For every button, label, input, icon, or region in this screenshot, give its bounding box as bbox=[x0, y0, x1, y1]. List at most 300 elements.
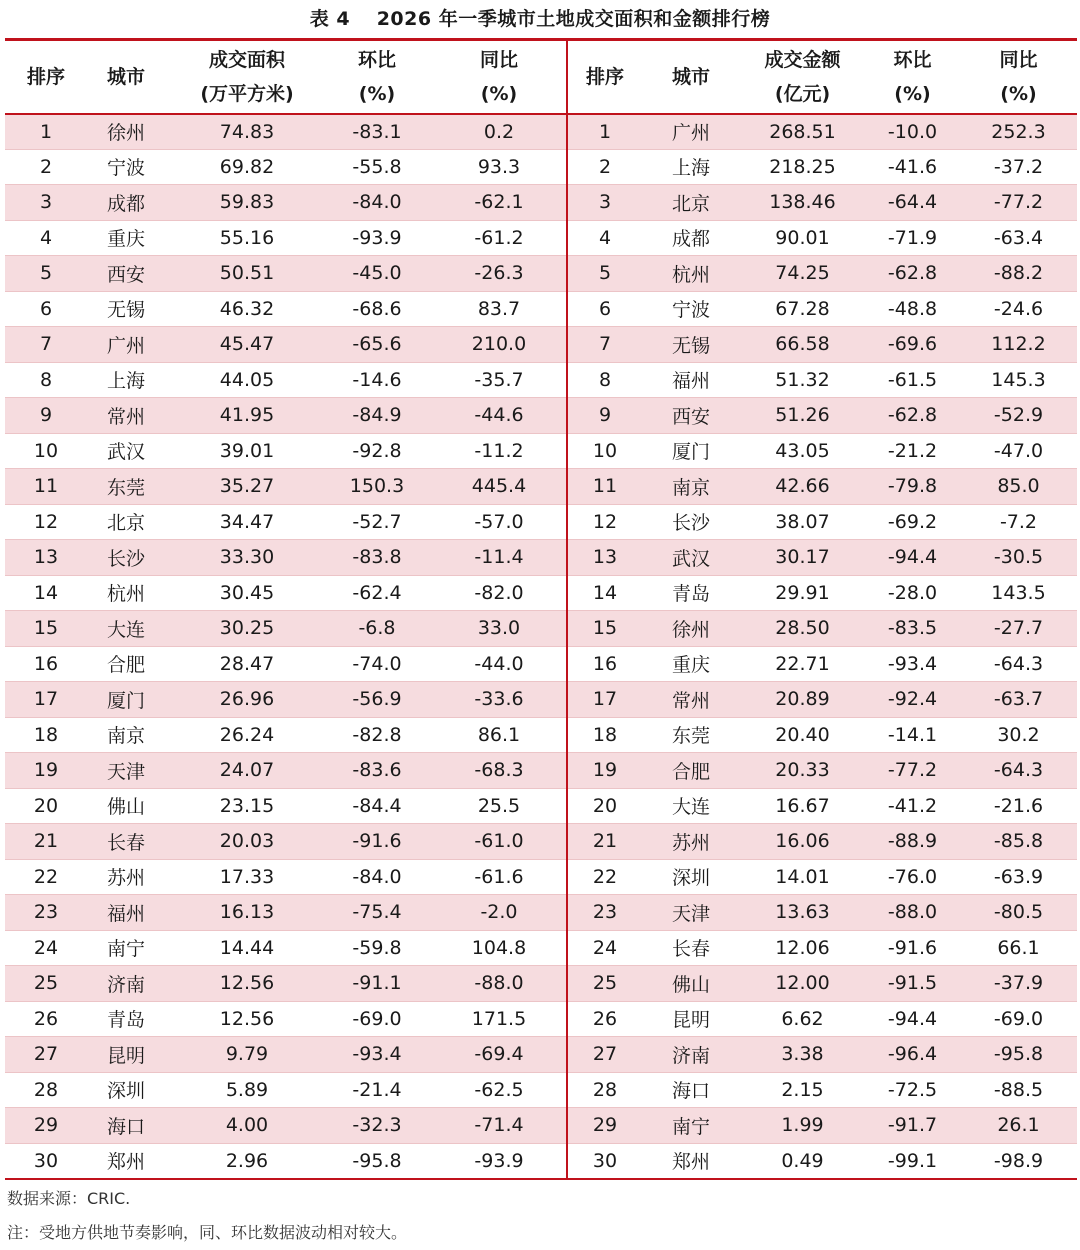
cell-city-left: 海口 bbox=[87, 1108, 172, 1144]
cell-amount-mom: -10.0 bbox=[865, 114, 960, 150]
cell-city-left: 常州 bbox=[87, 398, 172, 434]
cell-area-yoy: -44.6 bbox=[432, 398, 567, 434]
cell-city-left: 武汉 bbox=[87, 433, 172, 469]
cell-amount-mom: -83.5 bbox=[865, 611, 960, 647]
cell-city-left: 厦门 bbox=[87, 682, 172, 718]
table-row bbox=[5, 1001, 1077, 1037]
table-row bbox=[5, 930, 1077, 966]
cell-area-yoy: 445.4 bbox=[432, 469, 567, 505]
cell-area-yoy: -71.4 bbox=[432, 1108, 567, 1144]
cell-amount-yoy: -88.5 bbox=[960, 1072, 1077, 1108]
cell-amount: 268.51 bbox=[740, 114, 865, 150]
cell-amount-mom: -99.1 bbox=[865, 1143, 960, 1179]
cell-area: 23.15 bbox=[172, 788, 322, 824]
cell-area-yoy: -57.0 bbox=[432, 504, 567, 540]
cell-area-yoy: -61.0 bbox=[432, 824, 567, 860]
table-row bbox=[5, 256, 1077, 292]
cell-city-right: 无锡 bbox=[642, 327, 740, 363]
cell-area: 28.47 bbox=[172, 646, 322, 682]
cell-area: 45.47 bbox=[172, 327, 322, 363]
table-row bbox=[5, 753, 1077, 789]
cell-area-yoy: -61.2 bbox=[432, 220, 567, 256]
cell-amount: 12.00 bbox=[740, 966, 865, 1002]
cell-amount-mom: -93.4 bbox=[865, 646, 960, 682]
cell-rank-left: 14 bbox=[5, 575, 87, 611]
table-row bbox=[5, 895, 1077, 931]
cell-rank-left: 3 bbox=[5, 185, 87, 221]
cell-area-mom: -32.3 bbox=[322, 1108, 432, 1144]
header-amount bbox=[740, 40, 865, 114]
cell-area-yoy: -62.1 bbox=[432, 185, 567, 221]
cell-area-mom: 150.3 bbox=[322, 469, 432, 505]
cell-amount-yoy: -24.6 bbox=[960, 291, 1077, 327]
cell-amount: 22.71 bbox=[740, 646, 865, 682]
cell-rank-left: 17 bbox=[5, 682, 87, 718]
cell-area: 41.95 bbox=[172, 398, 322, 434]
cell-city-right: 南宁 bbox=[642, 1108, 740, 1144]
cell-amount: 218.25 bbox=[740, 149, 865, 185]
cell-city-left: 成都 bbox=[87, 185, 172, 221]
cell-area-yoy: -82.0 bbox=[432, 575, 567, 611]
cell-city-right: 深圳 bbox=[642, 859, 740, 895]
cell-city-right: 合肥 bbox=[642, 753, 740, 789]
cell-amount-mom: -48.8 bbox=[865, 291, 960, 327]
cell-area: 34.47 bbox=[172, 504, 322, 540]
cell-rank-left: 10 bbox=[5, 433, 87, 469]
cell-area-yoy: 93.3 bbox=[432, 149, 567, 185]
cell-amount: 12.06 bbox=[740, 930, 865, 966]
cell-rank-right: 1 bbox=[567, 114, 642, 150]
cell-rank-left: 1 bbox=[5, 114, 87, 150]
table-row bbox=[5, 327, 1077, 363]
cell-area: 14.44 bbox=[172, 930, 322, 966]
header-rank-right: 排序 bbox=[567, 40, 642, 114]
cell-area-mom: -84.0 bbox=[322, 185, 432, 221]
header-amount-line2: (亿元) bbox=[774, 82, 831, 105]
cell-rank-left: 29 bbox=[5, 1108, 87, 1144]
header-city-right: 城市 bbox=[671, 65, 710, 88]
cell-rank-left: 13 bbox=[5, 540, 87, 576]
table-row bbox=[5, 1037, 1077, 1073]
cell-amount-yoy: 145.3 bbox=[960, 362, 1077, 398]
cell-amount-yoy: -52.9 bbox=[960, 398, 1077, 434]
cell-area: 4.00 bbox=[172, 1108, 322, 1144]
cell-area-yoy: -88.0 bbox=[432, 966, 567, 1002]
cell-rank-left: 19 bbox=[5, 753, 87, 789]
cell-amount-yoy: -98.9 bbox=[960, 1143, 1077, 1179]
cell-area-mom: -83.1 bbox=[322, 114, 432, 150]
cell-area-yoy: 33.0 bbox=[432, 611, 567, 647]
cell-amount: 51.32 bbox=[740, 362, 865, 398]
cell-amount: 2.15 bbox=[740, 1072, 865, 1108]
cell-city-right: 徐州 bbox=[642, 611, 740, 647]
cell-rank-right: 11 bbox=[567, 469, 642, 505]
cell-amount-mom: -96.4 bbox=[865, 1037, 960, 1073]
cell-area-mom: -83.8 bbox=[322, 540, 432, 576]
cell-area-yoy: -44.0 bbox=[432, 646, 567, 682]
cell-amount-mom: -79.8 bbox=[865, 469, 960, 505]
table-row bbox=[5, 859, 1077, 895]
cell-area-mom: -52.7 bbox=[322, 504, 432, 540]
cell-rank-right: 3 bbox=[567, 185, 642, 221]
cell-amount-yoy: -95.8 bbox=[960, 1037, 1077, 1073]
cell-area-mom: -84.4 bbox=[322, 788, 432, 824]
cell-area: 69.82 bbox=[172, 149, 322, 185]
cell-city-right: 杭州 bbox=[642, 256, 740, 292]
cell-city-right: 成都 bbox=[642, 220, 740, 256]
header-yoy-left-line1: 同比 bbox=[479, 48, 518, 71]
cell-area-yoy: 210.0 bbox=[432, 327, 567, 363]
header-rank-left: 排序 bbox=[26, 65, 65, 88]
cell-area-mom: -91.1 bbox=[322, 966, 432, 1002]
header-city-left: 城市 bbox=[107, 65, 146, 88]
cell-area-mom: -84.9 bbox=[322, 398, 432, 434]
cell-rank-right: 12 bbox=[567, 504, 642, 540]
cell-rank-right: 28 bbox=[567, 1072, 642, 1108]
cell-amount-yoy: 85.0 bbox=[960, 469, 1077, 505]
cell-city-right: 宁波 bbox=[642, 291, 740, 327]
cell-rank-right: 25 bbox=[567, 966, 642, 1002]
cell-amount: 43.05 bbox=[740, 433, 865, 469]
cell-area-mom: -55.8 bbox=[322, 149, 432, 185]
cell-amount: 90.01 bbox=[740, 220, 865, 256]
cell-rank-right: 20 bbox=[567, 788, 642, 824]
cell-area-yoy: 86.1 bbox=[432, 717, 567, 753]
cell-amount-mom: -69.6 bbox=[865, 327, 960, 363]
cell-area: 55.16 bbox=[172, 220, 322, 256]
cell-area-mom: -45.0 bbox=[322, 256, 432, 292]
cell-amount-mom: -91.6 bbox=[865, 930, 960, 966]
cell-amount-mom: -94.4 bbox=[865, 540, 960, 576]
cell-area: 35.27 bbox=[172, 469, 322, 505]
cell-city-left: 郑州 bbox=[87, 1143, 172, 1179]
cell-area-yoy: -11.2 bbox=[432, 433, 567, 469]
cell-amount: 28.50 bbox=[740, 611, 865, 647]
header-row bbox=[5, 40, 1077, 114]
cell-city-left: 上海 bbox=[87, 362, 172, 398]
cell-rank-left: 6 bbox=[5, 291, 87, 327]
cell-amount-mom: -76.0 bbox=[865, 859, 960, 895]
cell-amount: 3.38 bbox=[740, 1037, 865, 1073]
cell-area: 30.25 bbox=[172, 611, 322, 647]
cell-amount-mom: -62.8 bbox=[865, 256, 960, 292]
cell-amount: 29.91 bbox=[740, 575, 865, 611]
cell-area: 9.79 bbox=[172, 1037, 322, 1073]
cell-area-yoy: -93.9 bbox=[432, 1143, 567, 1179]
cell-area-yoy: 0.2 bbox=[432, 114, 567, 150]
cell-city-left: 青岛 bbox=[87, 1001, 172, 1037]
cell-area-yoy: -33.6 bbox=[432, 682, 567, 718]
header-area bbox=[172, 40, 322, 114]
table-row bbox=[5, 469, 1077, 505]
cell-area: 26.96 bbox=[172, 682, 322, 718]
cell-area-yoy: 171.5 bbox=[432, 1001, 567, 1037]
cell-amount-yoy: -63.7 bbox=[960, 682, 1077, 718]
table-row bbox=[5, 362, 1077, 398]
cell-city-left: 昆明 bbox=[87, 1037, 172, 1073]
cell-area: 39.01 bbox=[172, 433, 322, 469]
cell-area: 50.51 bbox=[172, 256, 322, 292]
cell-area: 44.05 bbox=[172, 362, 322, 398]
cell-amount-yoy: -21.6 bbox=[960, 788, 1077, 824]
cell-amount-mom: -14.1 bbox=[865, 717, 960, 753]
cell-amount: 67.28 bbox=[740, 291, 865, 327]
header-mom-left-line2: (%) bbox=[358, 82, 396, 105]
table-row bbox=[5, 433, 1077, 469]
cell-rank-left: 9 bbox=[5, 398, 87, 434]
cell-rank-left: 27 bbox=[5, 1037, 87, 1073]
cell-amount-mom: -69.2 bbox=[865, 504, 960, 540]
table-row bbox=[5, 646, 1077, 682]
cell-rank-left: 4 bbox=[5, 220, 87, 256]
cell-amount: 74.25 bbox=[740, 256, 865, 292]
cell-area: 26.24 bbox=[172, 717, 322, 753]
table-row bbox=[5, 220, 1077, 256]
table-row bbox=[5, 114, 1077, 150]
cell-city-left: 杭州 bbox=[87, 575, 172, 611]
cell-city-right: 天津 bbox=[642, 895, 740, 931]
cell-amount-yoy: -7.2 bbox=[960, 504, 1077, 540]
cell-area: 2.96 bbox=[172, 1143, 322, 1179]
cell-rank-right: 18 bbox=[567, 717, 642, 753]
cell-amount-mom: -61.5 bbox=[865, 362, 960, 398]
cell-city-right: 武汉 bbox=[642, 540, 740, 576]
cell-city-right: 东莞 bbox=[642, 717, 740, 753]
cell-city-right: 重庆 bbox=[642, 646, 740, 682]
cell-amount-mom: -21.2 bbox=[865, 433, 960, 469]
cell-rank-left: 30 bbox=[5, 1143, 87, 1179]
cell-rank-left: 16 bbox=[5, 646, 87, 682]
cell-amount-yoy: -63.9 bbox=[960, 859, 1077, 895]
cell-amount-mom: -72.5 bbox=[865, 1072, 960, 1108]
cell-amount: 16.67 bbox=[740, 788, 865, 824]
cell-amount-mom: -41.2 bbox=[865, 788, 960, 824]
cell-amount-yoy: 26.1 bbox=[960, 1108, 1077, 1144]
header-mom-right-line1: 环比 bbox=[893, 48, 932, 71]
cell-city-right: 苏州 bbox=[642, 824, 740, 860]
cell-area-yoy: -61.6 bbox=[432, 859, 567, 895]
cell-amount-yoy: -64.3 bbox=[960, 753, 1077, 789]
cell-rank-left: 26 bbox=[5, 1001, 87, 1037]
cell-amount-mom: -91.5 bbox=[865, 966, 960, 1002]
table-body bbox=[5, 114, 1077, 1179]
cell-amount-mom: -94.4 bbox=[865, 1001, 960, 1037]
cell-rank-left: 8 bbox=[5, 362, 87, 398]
table-row bbox=[5, 398, 1077, 434]
cell-area-mom: -59.8 bbox=[322, 930, 432, 966]
cell-amount-yoy: -63.4 bbox=[960, 220, 1077, 256]
cell-city-right: 海口 bbox=[642, 1072, 740, 1108]
cell-area: 5.89 bbox=[172, 1072, 322, 1108]
cell-rank-right: 30 bbox=[567, 1143, 642, 1179]
cell-rank-right: 16 bbox=[567, 646, 642, 682]
cell-rank-left: 12 bbox=[5, 504, 87, 540]
cell-amount-mom: -62.8 bbox=[865, 398, 960, 434]
cell-city-left: 苏州 bbox=[87, 859, 172, 895]
cell-area: 74.83 bbox=[172, 114, 322, 150]
cell-rank-right: 4 bbox=[567, 220, 642, 256]
cell-city-left: 大连 bbox=[87, 611, 172, 647]
cell-area-yoy: -69.4 bbox=[432, 1037, 567, 1073]
cell-city-left: 广州 bbox=[87, 327, 172, 363]
cell-rank-right: 6 bbox=[567, 291, 642, 327]
cell-rank-right: 22 bbox=[567, 859, 642, 895]
header-area-line2: (万平方米) bbox=[200, 82, 294, 105]
cell-rank-left: 5 bbox=[5, 256, 87, 292]
header-mom-right-line2: (%) bbox=[894, 82, 931, 105]
cell-city-right: 福州 bbox=[642, 362, 740, 398]
cell-city-left: 北京 bbox=[87, 504, 172, 540]
cell-area-yoy: 83.7 bbox=[432, 291, 567, 327]
footnotes bbox=[7, 1182, 407, 1250]
cell-area: 20.03 bbox=[172, 824, 322, 860]
cell-rank-right: 19 bbox=[567, 753, 642, 789]
cell-rank-right: 8 bbox=[567, 362, 642, 398]
header-yoy-right-line1: 同比 bbox=[999, 48, 1038, 71]
cell-city-right: 济南 bbox=[642, 1037, 740, 1073]
cell-amount-yoy: -88.2 bbox=[960, 256, 1077, 292]
cell-area: 16.13 bbox=[172, 895, 322, 931]
cell-city-left: 西安 bbox=[87, 256, 172, 292]
cell-rank-right: 10 bbox=[567, 433, 642, 469]
cell-city-left: 南京 bbox=[87, 717, 172, 753]
cell-city-right: 郑州 bbox=[642, 1143, 740, 1179]
cell-amount: 1.99 bbox=[740, 1108, 865, 1144]
table-row bbox=[5, 966, 1077, 1002]
cell-rank-right: 17 bbox=[567, 682, 642, 718]
cell-rank-right: 24 bbox=[567, 930, 642, 966]
cell-amount-yoy: -37.9 bbox=[960, 966, 1077, 1002]
cell-area-mom: -14.6 bbox=[322, 362, 432, 398]
cell-area-mom: -21.4 bbox=[322, 1072, 432, 1108]
cell-city-left: 福州 bbox=[87, 895, 172, 931]
table-row bbox=[5, 824, 1077, 860]
cell-area: 17.33 bbox=[172, 859, 322, 895]
data-source: 数据来源：CRIC. bbox=[7, 1189, 131, 1208]
cell-city-right: 大连 bbox=[642, 788, 740, 824]
header-area-line1: 成交面积 bbox=[208, 48, 285, 71]
cell-area-mom: -68.6 bbox=[322, 291, 432, 327]
cell-area-mom: -93.9 bbox=[322, 220, 432, 256]
cell-rank-left: 18 bbox=[5, 717, 87, 753]
cell-area: 59.83 bbox=[172, 185, 322, 221]
cell-area-mom: -6.8 bbox=[322, 611, 432, 647]
ranking-table-container bbox=[5, 38, 1077, 1180]
header-yoy-left-line2: (%) bbox=[480, 82, 518, 105]
cell-city-right: 长沙 bbox=[642, 504, 740, 540]
cell-area: 33.30 bbox=[172, 540, 322, 576]
cell-amount: 0.49 bbox=[740, 1143, 865, 1179]
table-row bbox=[5, 788, 1077, 824]
cell-area: 12.56 bbox=[172, 966, 322, 1002]
cell-rank-right: 29 bbox=[567, 1108, 642, 1144]
cell-area: 46.32 bbox=[172, 291, 322, 327]
cell-amount: 30.17 bbox=[740, 540, 865, 576]
cell-amount: 20.89 bbox=[740, 682, 865, 718]
cell-rank-right: 21 bbox=[567, 824, 642, 860]
cell-amount-mom: -88.9 bbox=[865, 824, 960, 860]
cell-rank-left: 25 bbox=[5, 966, 87, 1002]
cell-rank-left: 22 bbox=[5, 859, 87, 895]
cell-city-right: 厦门 bbox=[642, 433, 740, 469]
cell-amount-mom: -71.9 bbox=[865, 220, 960, 256]
cell-city-right: 北京 bbox=[642, 185, 740, 221]
cell-city-left: 济南 bbox=[87, 966, 172, 1002]
cell-amount-yoy: -37.2 bbox=[960, 149, 1077, 185]
table-row bbox=[5, 504, 1077, 540]
cell-city-left: 长沙 bbox=[87, 540, 172, 576]
cell-city-left: 无锡 bbox=[87, 291, 172, 327]
cell-amount: 14.01 bbox=[740, 859, 865, 895]
cell-city-left: 南宁 bbox=[87, 930, 172, 966]
cell-rank-right: 15 bbox=[567, 611, 642, 647]
cell-rank-left: 2 bbox=[5, 149, 87, 185]
cell-city-right: 南京 bbox=[642, 469, 740, 505]
header-yoy-right bbox=[960, 40, 1077, 114]
cell-area-yoy: -26.3 bbox=[432, 256, 567, 292]
cell-amount-yoy: 66.1 bbox=[960, 930, 1077, 966]
cell-amount-yoy: 143.5 bbox=[960, 575, 1077, 611]
cell-area-mom: -75.4 bbox=[322, 895, 432, 931]
cell-rank-right: 26 bbox=[567, 1001, 642, 1037]
cell-amount-yoy: -47.0 bbox=[960, 433, 1077, 469]
cell-rank-right: 9 bbox=[567, 398, 642, 434]
cell-city-left: 东莞 bbox=[87, 469, 172, 505]
cell-area-mom: -84.0 bbox=[322, 859, 432, 895]
cell-rank-left: 24 bbox=[5, 930, 87, 966]
note: 注：受地方供地节奏影响，同、环比数据波动相对较大。 bbox=[7, 1223, 408, 1242]
cell-rank-right: 27 bbox=[567, 1037, 642, 1073]
cell-area-yoy: -2.0 bbox=[432, 895, 567, 931]
cell-area-mom: -83.6 bbox=[322, 753, 432, 789]
cell-amount-yoy: 252.3 bbox=[960, 114, 1077, 150]
cell-amount-yoy: -80.5 bbox=[960, 895, 1077, 931]
cell-amount: 16.06 bbox=[740, 824, 865, 860]
header-yoy-left bbox=[432, 40, 567, 114]
header-mom-right bbox=[865, 40, 960, 114]
table-row bbox=[5, 1072, 1077, 1108]
cell-area: 24.07 bbox=[172, 753, 322, 789]
table-row bbox=[5, 540, 1077, 576]
table-row bbox=[5, 682, 1077, 718]
cell-area-yoy: -68.3 bbox=[432, 753, 567, 789]
cell-amount: 38.07 bbox=[740, 504, 865, 540]
cell-city-right: 上海 bbox=[642, 149, 740, 185]
header-mom-left bbox=[322, 40, 432, 114]
cell-area-mom: -65.6 bbox=[322, 327, 432, 363]
cell-amount-mom: -77.2 bbox=[865, 753, 960, 789]
cell-city-left: 宁波 bbox=[87, 149, 172, 185]
cell-city-right: 昆明 bbox=[642, 1001, 740, 1037]
cell-amount-yoy: -30.5 bbox=[960, 540, 1077, 576]
cell-rank-right: 7 bbox=[567, 327, 642, 363]
cell-area-yoy: 25.5 bbox=[432, 788, 567, 824]
cell-area-mom: -62.4 bbox=[322, 575, 432, 611]
table-row bbox=[5, 717, 1077, 753]
cell-area-mom: -56.9 bbox=[322, 682, 432, 718]
cell-area-mom: -92.8 bbox=[322, 433, 432, 469]
cell-amount-mom: -64.4 bbox=[865, 185, 960, 221]
cell-area: 12.56 bbox=[172, 1001, 322, 1037]
cell-city-left: 长春 bbox=[87, 824, 172, 860]
cell-city-left: 佛山 bbox=[87, 788, 172, 824]
cell-amount-yoy: 112.2 bbox=[960, 327, 1077, 363]
cell-amount-mom: -41.6 bbox=[865, 149, 960, 185]
cell-area-mom: -69.0 bbox=[322, 1001, 432, 1037]
cell-city-left: 重庆 bbox=[87, 220, 172, 256]
cell-amount: 66.58 bbox=[740, 327, 865, 363]
cell-city-left: 深圳 bbox=[87, 1072, 172, 1108]
